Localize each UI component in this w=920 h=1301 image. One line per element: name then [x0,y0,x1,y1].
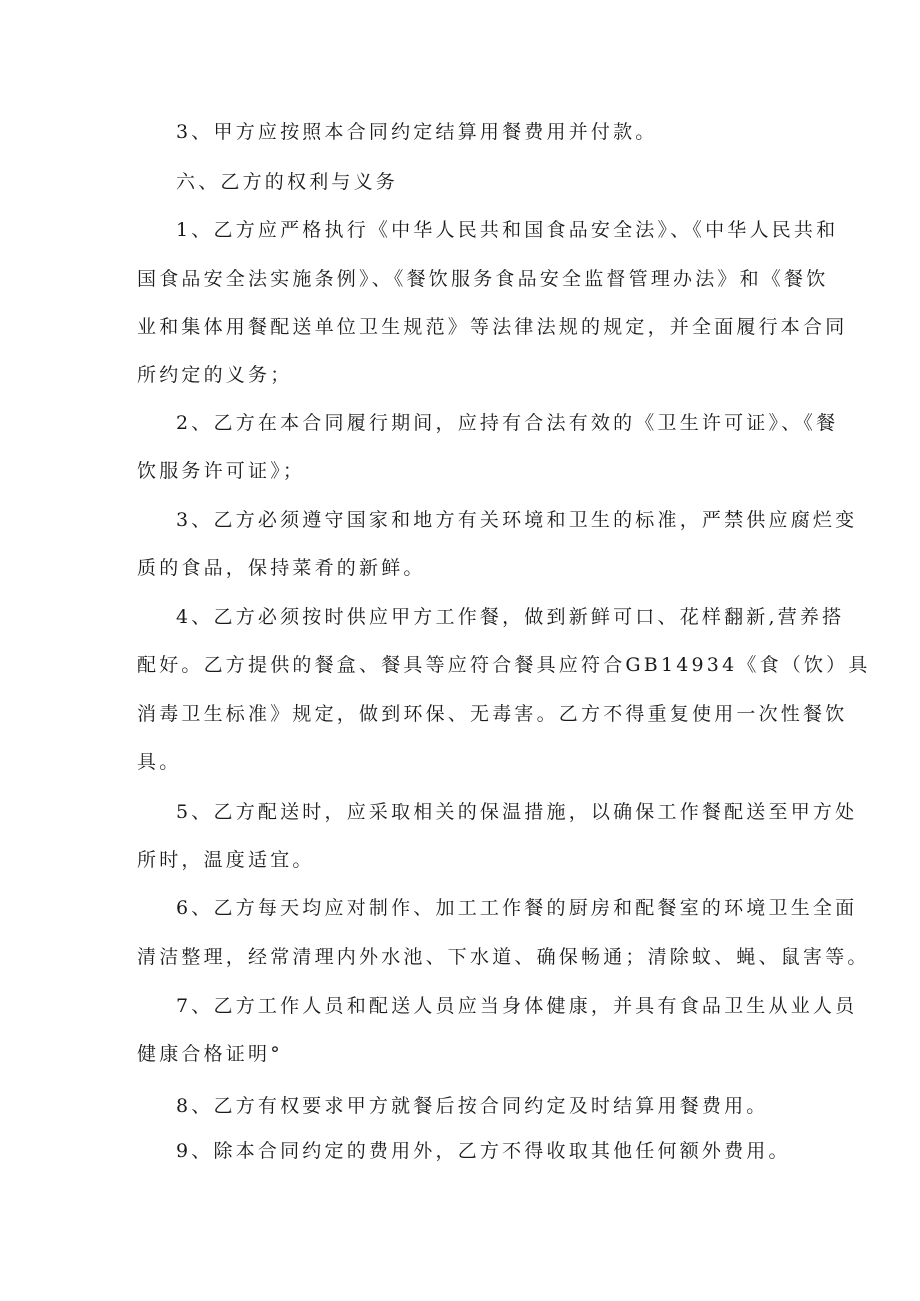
text-line: 8、乙方有权要求甲方就餐后按合同约定及时结算用餐费用。 [176,1095,769,1117]
text-line: 具。 [137,751,182,773]
text-line: 1、乙方应严格执行《中华人民共和国食品安全法》、《中华人民共和 [176,219,839,241]
text-line: 饮服务许可证》； [137,460,306,482]
text-line: 5、乙方配送时，应采取相关的保温措施，以确保工作餐配送至甲方处 [176,801,858,823]
text-line: 消毒卫生标准》规定，做到环保、无毒害。乙方不得重复使用一次性餐饮 [137,703,848,725]
section-heading: 六、乙方的权利与义务 [176,171,399,193]
text-line: 配好。乙方提供的餐盒、餐具等应符合餐具应符合GB14934《食（饮）具 [137,654,871,676]
text-line: 业和集体用餐配送单位卫生规范》等法律法规的规定，并全面履行本合同 [137,316,848,338]
text-line: 所时，温度适宜。 [137,849,315,871]
text-line: 7、乙方工作人员和配送人员应当身体健康，并具有食品卫生从业人员 [176,995,858,1017]
text-line: 4、乙方必须按时供应甲方工作餐，做到新鲜可口、花样翻新,营养搭 [176,606,845,628]
text-line: 国食品安全法实施条例》、《餐饮服务食品安全监督管理办法》和《餐饮 [137,268,829,290]
text-line: 3、甲方应按照本合同约定结算用餐费用并付款。 [176,121,658,143]
text-line: 6、乙方每天均应对制作、加工工作餐的厨房和配餐室的环境卫生全面 [176,897,858,919]
text-line: 健康合格证明° [137,1043,283,1065]
text-line: 2、乙方在本合同履行期间，应持有合法有效的《卫生许可证》、《餐 [176,412,839,434]
text-line: 质的食品，保持菜肴的新鲜。 [137,557,426,579]
text-line: 3、乙方必须遵守国家和地方有关环境和卫生的标准，严禁供应腐烂变 [176,509,858,531]
text-line: 所约定的义务； [137,364,293,386]
text-line: 清洁整理，经常清理内外水池、下水道、确保畅通；清除蚊、蝇、鼠害等。 [137,946,870,968]
text-line: 9、除本合同约定的费用外，乙方不得收取其他任何额外费用。 [176,1140,791,1162]
